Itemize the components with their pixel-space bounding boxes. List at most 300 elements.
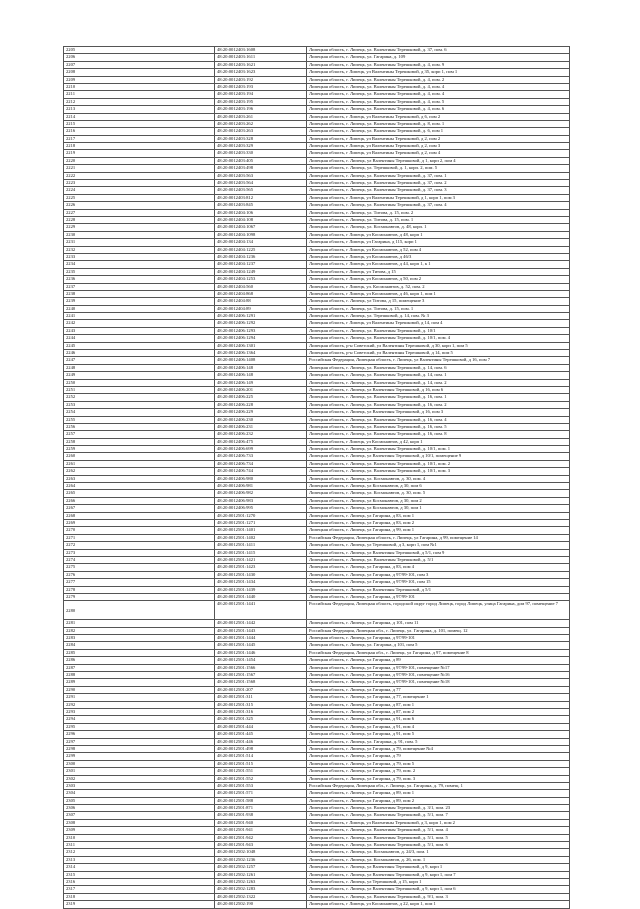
table-row [64, 180, 570, 187]
address-cell: Липецкая область, г. Липецк, ул Гагарина, д 79, помещение №4 [307, 745, 570, 752]
row-number-cell: 2229 [64, 224, 215, 231]
table-row [64, 723, 570, 730]
row-number-cell: 2260 [64, 453, 215, 460]
table-row [64, 268, 570, 275]
table-row [64, 357, 570, 364]
row-number-cell: 2301 [64, 768, 215, 775]
row-number-cell: 2236 [64, 276, 215, 283]
row-number-cell: 2248 [64, 364, 215, 371]
cadastral-number-cell: 48:20:0012406:149 [215, 379, 307, 386]
table-row [64, 172, 570, 179]
table-row [64, 409, 570, 416]
cadastral-number-cell: 48:20:0012406:229 [215, 409, 307, 416]
row-number-cell: 2218 [64, 143, 215, 150]
cadastral-number-cell: 48:20:0012406:982 [215, 490, 307, 497]
address-cell: Липецкая область, г. Липецк, ул Гагарина, д 89, пом 1 [307, 790, 570, 797]
table-row [64, 423, 570, 430]
table-row [64, 120, 570, 127]
cadastral-number-cell: 48:20:0012403:192 [215, 76, 307, 83]
cadastral-number-cell: 48:20:0012502:1283 [215, 886, 307, 893]
table-row [64, 460, 570, 467]
address-cell: Липецкая область, г. Липецк, ул Валентины Терешковой, д 5/1, пом 9 [307, 549, 570, 556]
cadastral-number-cell: 48:20:0012501:446 [215, 738, 307, 745]
row-number-cell: 2265 [64, 490, 215, 497]
address-cell: Липецкая область, г. Липецк, ул Титова, д 15, помещение 3 [307, 298, 570, 305]
address-cell: Липецкая область, г Липецк, ул Валентины Терешковой, д 3, корп 1, пом 2 [307, 819, 570, 826]
table-row [64, 534, 570, 541]
address-cell: Липецкая область, г. Липецк, ул Гагарина, д 87, пом 1 [307, 701, 570, 708]
address-cell: Липецкая область, г. Липецк, ул Валентины Терешковой, д 5/1 [307, 586, 570, 593]
table-row [64, 54, 570, 61]
address-cell: Липецкая область, г Липецк, ул Космонавтов, д 46/3 [307, 253, 570, 260]
table-row [64, 83, 570, 90]
cadastral-number-cell: 48:20:0012501:1270 [215, 512, 307, 519]
table-row [64, 276, 570, 283]
row-number-cell: 2314 [64, 864, 215, 871]
row-number-cell: 2225 [64, 194, 215, 201]
address-cell: Липецкая область, г. Липецк, ул. Валентины Терешковой, д. 10/1, пом. 3 [307, 468, 570, 475]
table-row [64, 157, 570, 164]
row-number-cell: 2232 [64, 246, 215, 253]
cadastral-number-cell: 48:20:0012406:201 [215, 386, 307, 393]
cadastral-number-cell: 48:20:0012501:1401 [215, 527, 307, 534]
cadastral-number-cell: 48:20:0012501:942 [215, 834, 307, 841]
row-number-cell: 2231 [64, 239, 215, 246]
cadastral-number-cell: 48:20:0012404:89 [215, 305, 307, 312]
cadastral-number-cell: 48:20:0012406:232 [215, 431, 307, 438]
table-row [64, 878, 570, 885]
address-cell: Липецкая область, г. Липецк, ул. Титова, д. 15, пом. 1 [307, 216, 570, 223]
address-cell: Липецкая область, г. Липецк, ул Гагарина, д 87, пом 2 [307, 708, 570, 715]
row-number-cell: 2297 [64, 738, 215, 745]
table-row [64, 342, 570, 349]
table-row [64, 579, 570, 586]
address-cell: Липецкая область, г. Липецк, ул. Гагарина, д. 109 [307, 54, 570, 61]
cadastral-number-cell: 48:20:0012404:108 [215, 216, 307, 223]
row-number-cell: 2288 [64, 672, 215, 679]
address-cell: Российская Федерация, Липецкая область, г. Липецк, ул Валентины Терешковой, д 16, пом 7 [307, 357, 570, 364]
cadastral-number-cell: 48:20:0012501:552 [215, 775, 307, 782]
address-cell: Липецкая область, г. Липецк, ул Гагарина, д 91, пом 5 [307, 731, 570, 738]
address-cell: Липецкая область, г. Липецк, ул. Валентины Терешковой, д. 10/1 [307, 327, 570, 334]
table-row [64, 649, 570, 656]
table-row [64, 701, 570, 708]
table-row [64, 401, 570, 408]
table-row [64, 290, 570, 297]
table-row [64, 708, 570, 715]
address-cell: Липецкая область, г Липецк, ул Валентины Терешковой, д 14, пом 4 [307, 320, 570, 327]
table-row [64, 901, 570, 908]
cadastral-number-cell: 48:20:0012403:565 [215, 187, 307, 194]
cadastral-number-cell: 48:20:0012406:744 [215, 468, 307, 475]
cadastral-number-cell: 48:20:0012406:475 [215, 438, 307, 445]
row-number-cell: 2211 [64, 91, 215, 98]
address-cell: Липецкая область, г. Липецк, ул. Валентины Терешковой, д. 5/1, пом. 6 [307, 842, 570, 849]
row-number-cell: 2255 [64, 416, 215, 423]
address-cell: Липецкая область, г. Липецк, ул. Валентины Терешковой, д. 16, пом. 8 [307, 431, 570, 438]
cadastral-number-cell: 48:20:0012406:1293 [215, 327, 307, 334]
table-row [64, 394, 570, 401]
row-number-cell: 2230 [64, 231, 215, 238]
table-row [64, 298, 570, 305]
row-number-cell: 2306 [64, 805, 215, 812]
table-row [64, 849, 570, 856]
row-number-cell: 2290 [64, 686, 215, 693]
address-cell: Липецкая область, г. Липецк, ул Гагарина, д 83, пом 4 [307, 564, 570, 571]
cadastral-number-cell: 48:20:0012501:1439 [215, 586, 307, 593]
table-row [64, 842, 570, 849]
address-cell: Липецкая область, г Липецк, ул Космонавтов, д 22, корп 1, пом 1 [307, 901, 570, 908]
table-row [64, 893, 570, 900]
address-cell: Липецкая область, г. Липецк, ул Терешковой, д 15, корп 1 [307, 878, 570, 885]
table-row [64, 224, 570, 231]
row-number-cell: 2289 [64, 679, 215, 686]
cadastral-number-cell: 48:20:0012502:1048 [215, 849, 307, 856]
address-cell: Липецкая область, г. Липецк, ул Космонавтов, д 30, пом 2 [307, 497, 570, 504]
address-cell: Липецкая область, г. Липецк, ул. Валентины Терешковой, д. 37, пом. 3 [307, 187, 570, 194]
table-row [64, 335, 570, 342]
address-cell: Липецкая область, г. Липецк, ул. Валентины Терешковой, д. 14, пом. 1 [307, 372, 570, 379]
row-number-cell: 2313 [64, 856, 215, 863]
table-row [64, 106, 570, 113]
row-number-cell: 2238 [64, 290, 215, 297]
address-cell: Липецкая область, г. Липецк, ул Гагарина, д 79, пом 5 [307, 760, 570, 767]
table-row [64, 512, 570, 519]
table-row [64, 819, 570, 826]
row-number-cell: 2262 [64, 468, 215, 475]
table-row [64, 350, 570, 357]
address-cell: Липецкая область, г. Липецк, ул. Валентины Терешковой, д. 6, пом 1 [307, 128, 570, 135]
cadastral-number-cell: 48:20:0012404:868 [215, 290, 307, 297]
table-row [64, 768, 570, 775]
table-row [64, 564, 570, 571]
address-cell: Липецкая область, г. Липецк, ул. Титова, д. 15, пом. 1 [307, 305, 570, 312]
table-row [64, 694, 570, 701]
cadastral-number-cell: 48:20:0012404:106 [215, 209, 307, 216]
row-number-cell: 2280 [64, 601, 215, 620]
table-row [64, 231, 570, 238]
table-row [64, 753, 570, 760]
row-number-cell: 2228 [64, 216, 215, 223]
table-row [64, 202, 570, 209]
table-row [64, 128, 570, 135]
cadastral-number-cell: 48:20:0012406:148 [215, 372, 307, 379]
address-cell: Липецкая область, г. Липецк, ул Валентины Терешковой, д 9, корп 1, пом 6 [307, 886, 570, 893]
row-number-cell: 2277 [64, 579, 215, 586]
table-row [64, 549, 570, 556]
table-row [64, 475, 570, 482]
address-cell: Липецкая область, г Липецк, ул Валентины Терешковой, д 35, корп 1, пом 1 [307, 69, 570, 76]
cadastral-number-cell: 48:20:0012404:1236 [215, 253, 307, 260]
cadastral-number-cell: 48:20:0012501:871 [215, 805, 307, 812]
row-number-cell: 2246 [64, 350, 215, 357]
row-number-cell: 2259 [64, 446, 215, 453]
address-cell: Липецкая область, г. Липецк, ул. Валентины Терешковой, д. 16, пом. 5 [307, 423, 570, 430]
cadastral-number-cell: 48:20:0012403:812 [215, 194, 307, 201]
address-cell: Липецкая область, г. Липецк, ул. Валентины Терешковой, д. 37, пом. 6 [307, 47, 570, 54]
row-number-cell: 2318 [64, 893, 215, 900]
address-cell: Липецкая область, г. Липецк, ул. Терешковой, д. 14, пом. № 3 [307, 313, 570, 320]
address-cell: Липецкая область, г. Липецк, ул. Валентины Терешковой, д. 14, пом. 2 [307, 379, 570, 386]
row-number-cell: 2299 [64, 753, 215, 760]
table-row [64, 327, 570, 334]
table-row [64, 642, 570, 649]
address-cell: Липецкая область, г. Липецк, ул Гагарина, д 77, помещение 1 [307, 694, 570, 701]
cadastral-number-cell: 48:20:0012406:734 [215, 460, 307, 467]
row-number-cell: 2222 [64, 172, 215, 179]
cadastral-number-cell: 48:20:0012501:1567 [215, 672, 307, 679]
table-row [64, 760, 570, 767]
table-row [64, 542, 570, 549]
table-row [64, 194, 570, 201]
row-number-cell: 2319 [64, 901, 215, 908]
table-row [64, 745, 570, 752]
cadastral-number-cell: 48:20:0012501:325 [215, 716, 307, 723]
table-row [64, 372, 570, 379]
cadastral-number-cell: 48:20:0012501:498 [215, 745, 307, 752]
address-cell: Липецкая область, г. Липецк, ул. Валентины Терешковой, д. 37, пом. 2 [307, 180, 570, 187]
address-cell: Липецкая область, г. Липецк, ул. Валентины Терешковой, д. 4, пом. 5 [307, 98, 570, 105]
row-number-cell: 2216 [64, 128, 215, 135]
row-number-cell: 2226 [64, 202, 215, 209]
cadastral-number-cell: 48:20:0012501:553 [215, 782, 307, 789]
cadastral-number-cell: 48:20:0012406:995 [215, 505, 307, 512]
address-cell: Липецкая область, г Липецк, ул Валентины Терешковой, д 1, корп 1, пом 3 [307, 194, 570, 201]
row-number-cell: 2279 [64, 593, 215, 600]
cadastral-number-cell: 48:20:0012501:311 [215, 694, 307, 701]
address-cell: Липецкая область, г. Липецк, ул. Валентины Терешковой, д. 5/1, пом. 7 [307, 812, 570, 819]
address-cell: Липецкая область, р-н Советский, ул Валентины Терешковой, д 14, пом 5 [307, 350, 570, 357]
cadastral-number-cell: 48:20:0012501:1566 [215, 664, 307, 671]
cadastral-number-cell: 48:20:0012406:1292 [215, 320, 307, 327]
table-row [64, 446, 570, 453]
table-row [64, 679, 570, 686]
table-row [64, 864, 570, 871]
table-row [64, 143, 570, 150]
address-cell: Липецкая область, г. Липецк, ул Гагарина, д 89 [307, 657, 570, 664]
address-cell: Липецкая область, г. Липецк, ул. Валентины Терешковой, д. 4, пом. 4 [307, 83, 570, 90]
address-cell: Липецкая область, г. Липецк, ул Валентины Терешковой, д 9, корп 1, пом 7 [307, 871, 570, 878]
row-number-cell: 2303 [64, 782, 215, 789]
row-number-cell: 2283 [64, 635, 215, 642]
cadastral-number-cell: 48:20:0012501:938 [215, 812, 307, 819]
cadastral-number-cell: 48:20:0012404:134 [215, 239, 307, 246]
address-cell: Липецкая область, г. Липецк, ул. Валентины Терешковой, д. 16, пом. 2 [307, 401, 570, 408]
address-cell: Липецкая область, г. Липецк, ул. Космонавтов, д. 30, пом. 4 [307, 475, 570, 482]
table-row [64, 790, 570, 797]
row-number-cell: 2237 [64, 283, 215, 290]
cadastral-number-cell: 48:20:0012502:1236 [215, 856, 307, 863]
cadastral-number-cell: 48:20:0012404:1225 [215, 246, 307, 253]
table-row [64, 187, 570, 194]
cadastral-number-cell: 48:20:0012501:1444 [215, 635, 307, 642]
row-number-cell: 2217 [64, 135, 215, 142]
cadastral-number-cell: 48:20:0012501:444 [215, 723, 307, 730]
cadastral-number-cell: 48:20:0012501:1440 [215, 593, 307, 600]
cadastral-number-cell: 48:20:0012501:943 [215, 842, 307, 849]
address-cell: Липецкая область, г. Липецк, ул Гагарина, д 79, пом. 3 [307, 775, 570, 782]
cadastral-number-cell: 48:20:0012406:148 [215, 364, 307, 371]
row-number-cell: 2258 [64, 438, 215, 445]
table-row [64, 520, 570, 527]
row-number-cell: 2254 [64, 409, 215, 416]
address-cell: Липецкая область, г. Липецк, ул Валентины Терешковой, д 16, пом 6 [307, 386, 570, 393]
row-number-cell: 2221 [64, 165, 215, 172]
table-row [64, 731, 570, 738]
cadastral-number-cell: 48:20:0012501:551 [215, 768, 307, 775]
table-row [64, 782, 570, 789]
cadastral-number-cell: 48:20:0012403:1623 [215, 69, 307, 76]
address-cell: Липецкая область, г Липецк, ул Космонавтов, д 48, корп 1 [307, 231, 570, 238]
row-number-cell: 2213 [64, 106, 215, 113]
cadastral-number-cell: 48:20:0012501:207 [215, 686, 307, 693]
row-number-cell: 2245 [64, 342, 215, 349]
table-row [64, 686, 570, 693]
table-row [64, 61, 570, 68]
table-row [64, 571, 570, 578]
cadastral-number-cell: 48:20:0012404:1098 [215, 231, 307, 238]
table-row [64, 871, 570, 878]
table-row [64, 497, 570, 504]
table-row [64, 216, 570, 223]
address-cell: Липецкая область, г. Липецк, ул Гагарина, д 99, пом 1 [307, 527, 570, 534]
address-cell: Липецкая область, г. Липецк, ул Космонавтов, д 30, пом 1 [307, 505, 570, 512]
address-cell: Липецкая область, г. Липецк, ул Валентины Терешковой, д 10/1, помещение 9 [307, 453, 570, 460]
row-number-cell: 2285 [64, 649, 215, 656]
address-cell: Липецкая область, г Липецк, ул Космонавтов, д 52, пом 4 [307, 246, 570, 253]
row-number-cell: 2311 [64, 842, 215, 849]
cadastral-number-cell: 48:20:0012501:1402 [215, 534, 307, 541]
cadastral-number-cell: 48:20:0012501:1442 [215, 620, 307, 627]
address-cell: Липецкая область, г. Липецк, ул. Валентины Терешковой, д. 5/1 [307, 556, 570, 563]
row-number-cell: 2286 [64, 657, 215, 664]
cadastral-number-cell: 48:20:0012404:1067 [215, 224, 307, 231]
address-cell: Липецкая область, г. Липецк, ул Гагарина, д 79 [307, 753, 570, 760]
row-number-cell: 2227 [64, 209, 215, 216]
address-cell: Липецкая область, г. Липецк, ул Гагарина, д 97/99-101 [307, 635, 570, 642]
row-number-cell: 2307 [64, 812, 215, 819]
address-cell: Липецкая область, г. Липецк, ул Гагарина, д 97/99-101, помещение №18 [307, 679, 570, 686]
row-number-cell: 2234 [64, 261, 215, 268]
table-row [64, 150, 570, 157]
address-cell: Липецкая область, г Липецк, ул Валентины Терешковой, д 2, пом 2 [307, 135, 570, 142]
address-cell: Липецкая область, г. Липецк, ул Терешковой, д 3, корп 1, пом №1 [307, 542, 570, 549]
cadastral-number-cell: 48:20:0012406:1364 [215, 350, 307, 357]
cadastral-number-cell: 48:20:0012403:405 [215, 157, 307, 164]
cadastral-number-cell: 48:20:0012501:1271 [215, 520, 307, 527]
address-cell: Липецкая область, г. Липецк, ул Гагарина, д 77 [307, 686, 570, 693]
address-cell: Липецкая область, г. Липецк, ул Гагарина, д 89, пом 2 [307, 797, 570, 804]
address-cell: Липецкая область, г. Липецк, ул. Терешковой, д. 1, корп. 2, пом. 5 [307, 165, 570, 172]
table-row [64, 135, 570, 142]
cadastral-number-cell: 48:20:0012403:563 [215, 172, 307, 179]
table-row [64, 483, 570, 490]
table-row [64, 664, 570, 671]
cadastral-number-cell: 48:20:0012501:1445 [215, 642, 307, 649]
address-cell: Липецкая область, г Липецк, ул. Космонавтов, д. 52, пом. 2 [307, 283, 570, 290]
table-row [64, 886, 570, 893]
table-row [64, 76, 570, 83]
cadastral-number-cell: 48:20:0012406:1301 [215, 342, 307, 349]
row-number-cell: 2244 [64, 335, 215, 342]
table-row [64, 69, 570, 76]
address-cell: Липецкая область, г. Липецк, ул Гагарина, д 83, пом 1 [307, 512, 570, 519]
table-row [64, 283, 570, 290]
row-number-cell: 2268 [64, 512, 215, 519]
table-row [64, 113, 570, 120]
row-number-cell: 2275 [64, 564, 215, 571]
row-number-cell: 2242 [64, 320, 215, 327]
address-cell: Липецкая область, г. Липецк, ул. Валентины Терешковой, д. 4, пом. 6 [307, 106, 570, 113]
cadastral-number-cell: 48:20:0012406:983 [215, 497, 307, 504]
table-row [64, 246, 570, 253]
row-number-cell: 2316 [64, 878, 215, 885]
row-number-cell: 2239 [64, 298, 215, 305]
row-number-cell: 2276 [64, 571, 215, 578]
cadastral-number-cell: 48:20:0012403:564 [215, 180, 307, 187]
address-cell: Липецкая область, г. Липецк, ул. Валентины Терешковой, д. 37, пом. 1 [307, 172, 570, 179]
address-cell: Липецкая область, г. Липецк, ул. Космонавтов, д. 30, пом. 5 [307, 490, 570, 497]
cadastral-number-cell: 48:20:0012501:571 [215, 790, 307, 797]
cadastral-number-cell: 48:20:0012403:329 [215, 143, 307, 150]
cadastral-number-cell: 48:20:0012403:498 [215, 165, 307, 172]
cadastral-number-cell: 48:20:0012501:588 [215, 797, 307, 804]
cadastral-number-cell: 48:20:0012501:1434 [215, 579, 307, 586]
table-row [64, 431, 570, 438]
table-row [64, 320, 570, 327]
table-row [64, 505, 570, 512]
row-number-cell: 2224 [64, 187, 215, 194]
row-number-cell: 2291 [64, 694, 215, 701]
cadastral-number-cell: 48:20:0012406:980 [215, 475, 307, 482]
address-cell: Липецкая область, г. Липецк, ул. Космонавтов, д. 48, корп. 1 [307, 224, 570, 231]
row-number-cell: 2271 [64, 534, 215, 541]
table-row [64, 305, 570, 312]
row-number-cell: 2295 [64, 723, 215, 730]
row-number-cell: 2287 [64, 664, 215, 671]
row-number-cell: 2243 [64, 327, 215, 334]
cadastral-number-cell: 48:20:0012406:1408 [215, 357, 307, 364]
address-cell: Липецкая область, г. Липецк, ул. Валентины Терешковой, д. 16, пом. 4 [307, 416, 570, 423]
cadastral-number-cell: 48:20:0012406:1291 [215, 313, 307, 320]
row-number-cell: 2250 [64, 379, 215, 386]
cadastral-number-cell: 48:20:0012404:560 [215, 283, 307, 290]
cadastral-number-cell: 48:20:0012502:1263 [215, 878, 307, 885]
address-cell: Липецкая область, г. Липецк, ул Гагарина, д 83, пом 2 [307, 520, 570, 527]
cadastral-number-cell: 48:20:0012502:1261 [215, 871, 307, 878]
cadastral-number-cell: 48:20:0012403:845 [215, 202, 307, 209]
row-number-cell: 2292 [64, 701, 215, 708]
row-number-cell: 2257 [64, 431, 215, 438]
row-number-cell: 2300 [64, 760, 215, 767]
row-number-cell: 2310 [64, 834, 215, 841]
row-number-cell: 2208 [64, 69, 215, 76]
address-cell: Липецкая область, г. Липецк, ул. Валентины Терешковой, д. 14, пом. 6 [307, 364, 570, 371]
cadastral-number-cell: 48:20:0012406:1294 [215, 335, 307, 342]
cadastral-number-cell: 48:20:0012403:262 [215, 120, 307, 127]
cadastral-number-cell: 48:20:0012403:194 [215, 91, 307, 98]
row-number-cell: 2267 [64, 505, 215, 512]
address-cell: Липецкая область, г. Липецк, ул Гагарина, д 97/99-101, пом 15 [307, 579, 570, 586]
row-number-cell: 2317 [64, 886, 215, 893]
address-cell: Липецкая область, г. Липецк, ул. Титова, д. 15, пом. 2 [307, 209, 570, 216]
address-cell: Российская Федерация, Липецкая обл., г. Липецк, ул. Гагарина, д. 101, помещ. 12 [307, 627, 570, 634]
address-cell: Липецкая область, г. Липецк, ул Гагарина, д 97/99-101, помещение №17 [307, 664, 570, 671]
address-cell: Липецкая область, г. Липецк, ул. Космонавтов, д. 24/3, пом. 1 [307, 849, 570, 856]
row-number-cell: 2270 [64, 527, 215, 534]
table-row [64, 834, 570, 841]
row-number-cell: 2273 [64, 549, 215, 556]
